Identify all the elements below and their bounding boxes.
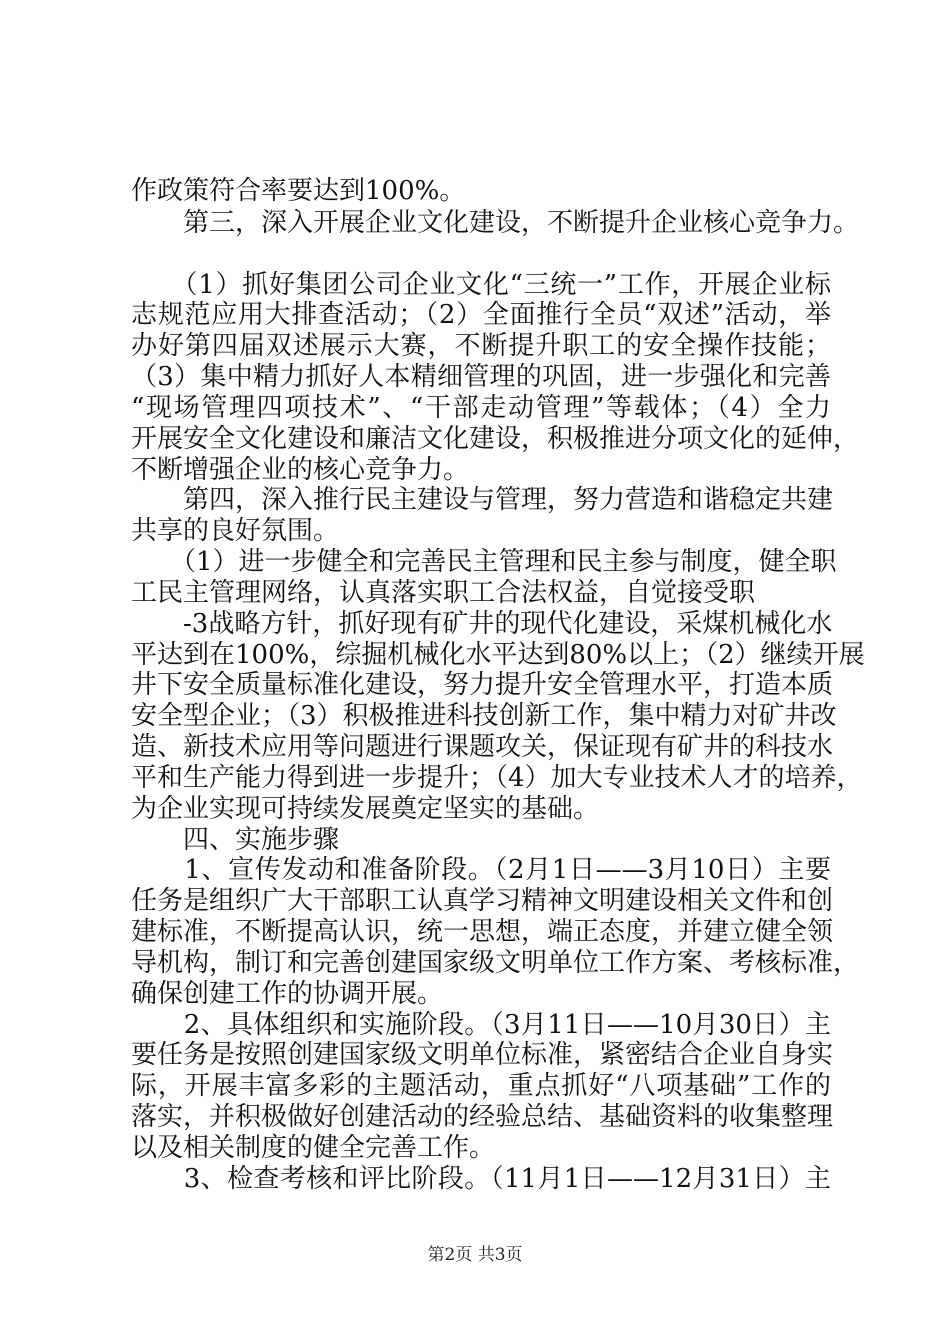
text-line: 任务是组织广大干部职工认真学习精神文明建设相关文件和创 [131,886,834,916]
page-number-footer: 第2页 共3页 [427,1245,523,1265]
text-line: 建标准，不断提高认识，统一思想，端正态度，并建立健全领 [131,917,834,947]
text-line: 以及相关制度的健全完善工作。 [131,1133,496,1163]
text-line: 安全型企业；（3）积极推进科技创新工作，集中精力对矿井改 [131,701,837,731]
text-line: 导机构，制订和完善创建国家级文明单位工作方案、考核标准， [131,948,860,978]
text-line: 工民主管理网络，认真落实职工合法权益，自觉接受职 [131,578,756,608]
text-line: 平和生产能力得到进一步提升；（4）加大专业技术人才的培养， [131,763,863,793]
text-line: 1、宣传发动和准备阶段。（2月1日——3月10日）主要 [131,855,831,885]
text-line: 开展安全文化建设和廉洁文化建设，积极推进分项文化的延伸， [131,424,860,454]
text-line: （3）集中精力抓好人本精细管理的巩固，进一步强化和完善 [131,362,831,392]
text-line: 平达到在100%，综掘机械化水平达到80%以上；（2）继续开展 [131,640,865,670]
text-line: 要任务是按照创建国家级文明单位标准，紧密结合企业自身实 [131,1040,834,1070]
text-line: （1）进一步健全和完善民主管理和民主参与制度，健全职 [131,547,837,577]
text-line: 3、检查考核和评比阶段。（11月1日——12月31日）主 [131,1164,831,1194]
text-line: 井下安全质量标准化建设，努力提升安全管理水平，打造本质 [131,670,834,700]
text-line: 办好第四届双述展示大赛，不断提升职工的安全操作技能； [131,331,831,361]
text-line: 2、具体组织和实施阶段。（3月11日——10月30日）主 [131,1010,831,1040]
text-line: 落实，并积极做好创建活动的经验总结、基础资料的收集整理 [131,1102,834,1132]
text-line: 第三，深入开展企业文化建设，不断提升企业核心竞争力。 [131,208,860,238]
text-line: 不断增强企业的核心竞争力。 [131,455,470,485]
text-line: 共享的良好氛围。 [131,516,340,546]
text-line: -3战略方针，抓好现有矿井的现代化建设，采煤机械化水 [131,609,833,639]
text-line: 志规范应用大排查活动；（2）全面推行全员“双述”活动，举 [131,300,831,330]
text-line: 确保创建工作的协调开展。 [131,979,444,1009]
text-line: 作政策符合率要达到100%。 [131,176,466,206]
text-line: 造、新技术应用等问题进行课题攻关，保证现有矿井的科技水 [131,732,834,762]
text-line: 为企业实现可持续发展奠定坚实的基础。 [131,794,600,824]
text-line: 第四，深入推行民主建设与管理，努力营造和谐稳定共建 [131,485,834,515]
section-heading: 四、实施步骤 [131,825,340,855]
text-line: 际，开展丰富多彩的主题活动，重点抓好“八项基础”工作的 [131,1071,831,1101]
text-line: （1）抓好集团公司企业文化“三统一”工作，开展企业标 [131,270,831,300]
text-line: “现场管理四项技术”、“干部走动管理”等载体；（4）全力 [131,393,831,423]
